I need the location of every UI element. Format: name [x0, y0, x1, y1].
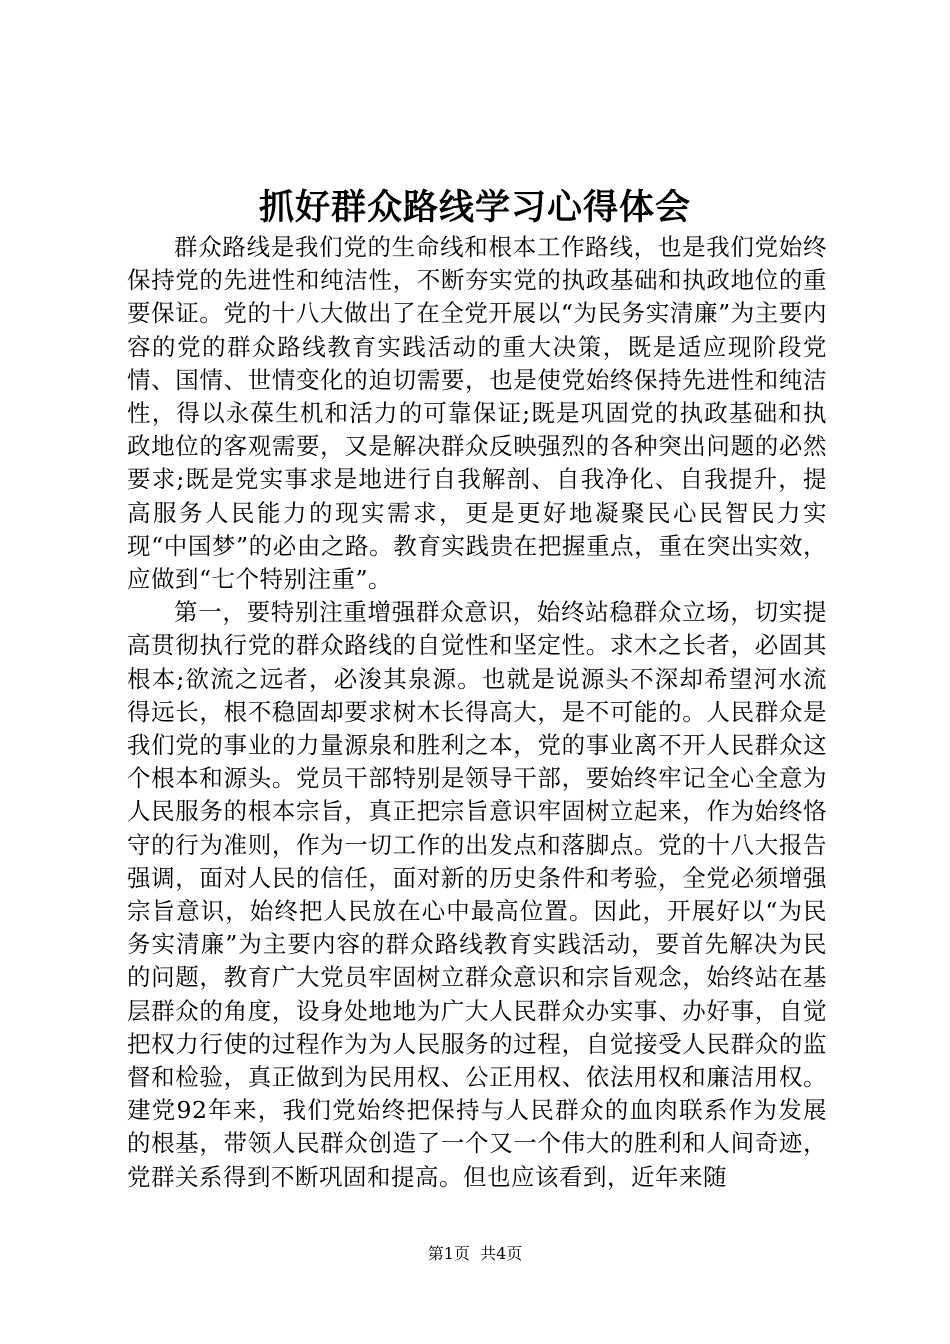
paragraph-first-point: 第一，要特别注重增强群众意识，始终站稳群众立场，切实提高贯彻执行党的群众路线的自觉性和坚定性。求木之长者，必固其根本;欲流之远者，必浚其泉源。也就是说源头不深却希望河水流得远长，根不稳固却要求树木长得高大，是不可能的。人民群众是我们党的事业的力量源泉和胜利之本，党的事业离不开人民群众这个根本和源头。党员干部特别是领导干部，要始终牢记全心全意为人民服务的根本宗旨，真正把宗旨意识牢固树立起来，作为始终恪守的行为准则，作为一切工作的出发点和落脚点。党的十八大报告强调，面对人民的信任，面对新的历史条件和考验，全党必须增强宗旨意识，始终把人民放在心中最高位置。因此，开展好以“为民务实清廉”为主要内容的群众路线教育实践活动，要首先解决为民的问题，教育广大党员牢固树立群众意识和宗旨观念，始终站在基层群众的角度，设身处地地为广大人民群众办实事、办好事，自觉把权力行使的过程作为为人民服务的过程，自觉接受人民群众的监督和检验，真正做到为民用权、公正用权、依法用权和廉洁用权。建党92年来，我们党始终把保持与人民群众的血肉联系作为发展的根基，带领人民群众创造了一个又一个伟大的胜利和人间奇迹，党群关系得到不断巩固和提高。但也应该看到，近年来随	[127, 598, 827, 1191]
page-total: 共4页	[480, 1244, 523, 1263]
page-number: 第1页	[427, 1244, 470, 1263]
footer-spacer	[470, 1244, 480, 1263]
page-footer	[0, 1243, 950, 1265]
paragraph-intro: 群众路线是我们党的生命线和根本工作路线，也是我们党始终保持党的先进性和纯洁性，不断夯实党的执政基础和执政地位的重要保证。党的十八大做出了在全党开展以“为民务实清廉”为主要内容的党的群众路线教育实践活动的重大决策，既是适应现阶段党情、国情、世情变化的迫切需要，也是使党始终保持先进性和纯洁性，得以永葆生机和活力的可靠保证;既是巩固党的执政基础和执政地位的客观需要，又是解决群众反映强烈的各种突出问题的必然要求;既是党实事求是地进行自我解剖、自我净化、自我提升，提高服务人民能力的现实需求，更是更好地凝聚民心民智民力实现“中国梦”的必由之路。教育实践贵在把握重点，重在突出实效，应做到“七个特别注重”。	[127, 233, 827, 594]
document-body	[127, 231, 827, 1194]
document-title: 抓好群众路线学习心得体会	[258, 187, 691, 228]
